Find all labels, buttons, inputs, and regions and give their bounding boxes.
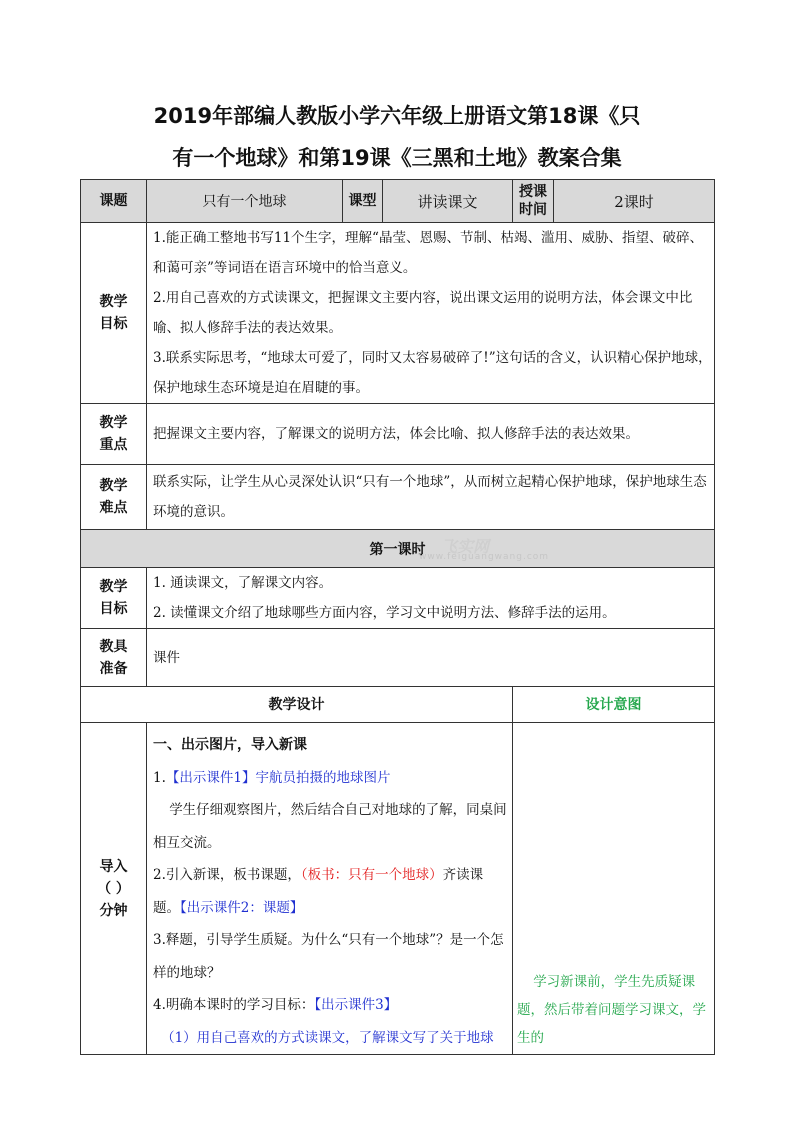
document-title-line-2: 有一个地球》和第19课《三黑和土地》教案合集 [172,146,622,170]
key-points-row [81,404,715,465]
type-label: 课型 [343,180,383,223]
watermark-url: www.feiguangwang.com [419,552,550,562]
intro-heading: 一、出示图片，导入新课 [153,737,307,753]
tools-label: 教具准备 [81,629,147,687]
courseware-1: 【出示课件1】宇航员拍摄的地球图片 [165,769,391,786]
section-row [81,530,715,568]
intro-intent [513,723,715,1055]
goals-label: 教学目标 [81,223,147,404]
intro-content [147,723,513,1055]
step-2-prefix: 2.引入新课，板书课题， [153,867,301,883]
goals-content [147,223,715,404]
key-points-label: 教学重点 [81,404,147,465]
intro-step-1-text: 学生仔细观察图片，然后结合自己对地球的了解，同桌间相互交流。 [153,802,507,851]
goal-item-3: 3.联系实际思考，“地球太可爱了，同时又太容易破碎了!”这句话的含义，认识精心保护地球，保护地球生态环境是迫在眉睫的事。 [153,350,712,396]
intro-step-3: 3.释题，引导学生质疑。为什么“只有一个地球”？是一个怎样的地球？ [153,932,504,981]
intro-label-1: 导入 [99,858,128,875]
period-goals-content [147,568,715,629]
courseware-3: 【出示课件3】 [314,997,398,1013]
topic-value: 只有一个地球 [147,180,343,223]
step-2-suffix: 齐读课题。 [153,867,484,916]
goals-row [81,223,715,404]
intro-label [81,723,147,1055]
design-header-row [81,687,715,723]
key-points-text: 把握课文主要内容，了解课文的说明方法，体会比喻、拟人修辞手法的表达效果。 [147,404,715,465]
header-row [81,180,715,223]
topic-label: 课题 [81,180,147,223]
intro-intent-text: 学习新课前，学生先质疑课题，然后带着问题学习课文，学生的 [517,974,706,1046]
time-value: 2课时 [554,180,715,223]
watermark-logo: 飞实网 [441,537,490,556]
section-title-cell [81,530,715,568]
step-4-prefix: 4.明确本课时的学习目标： [153,997,315,1013]
board-writing: （板书：只有一个地球） [300,867,443,883]
period-goals-row [81,568,715,629]
difficulties-label: 教学难点 [81,465,147,530]
step-1-number: 1. [153,769,166,786]
time-label: 授课时间 [513,180,554,223]
document-title-line-1: 2019年部编人教版小学六年级上册语文第18课《只 [153,104,641,128]
period-goal-item-1: 1. 通读课文，了解课文内容。 [153,575,333,591]
goal-item-1: 1.能正确工整地书写11个生字，理解“晶莹、恩赐、节制、枯竭、滥用、威胁、指望、破碎、和蔼可亲”等词语在语言环境中的恰当意义。 [153,230,703,276]
tools-row [81,629,715,687]
difficulties-row [81,465,715,530]
intro-label-3: 分钟 [99,902,128,919]
difficulties-text: 联系实际，让学生从心灵深处认识“只有一个地球”，从而树立起精心保护地球，保护地球生态环境的意识。 [147,465,715,530]
intro-step-1 [153,762,510,795]
section-title: 第一课时 [369,541,426,558]
intro-step-2 [153,859,510,924]
courseware-2: 【出示课件2：课题】 [180,899,304,916]
intro-row [81,723,715,1055]
period-goal-item-2: 2. 读懂课文介绍了地球哪些方面内容，学习文中说明方法、修辞手法的运用。 [153,605,616,621]
lesson-plan-table [80,179,715,1055]
intent-header: 设计意图 [513,687,715,723]
type-value: 讲读课文 [383,180,513,223]
goal-item-2: 2.用自己喜欢的方式读课文，把握课文主要内容，说出课文运用的说明方法，体会课文中比喻、拟人修辞手法的表达效果。 [153,290,693,336]
intro-goal-1: （1）用自己喜欢的方式读课文，了解课文写了关于地球 [161,1029,494,1046]
intro-label-2: （ ） [97,880,130,897]
design-header: 教学设计 [81,687,513,723]
tools-text: 课件 [147,629,715,687]
period-goals-label: 教学目标 [81,568,147,629]
intro-step-4 [153,989,510,1022]
